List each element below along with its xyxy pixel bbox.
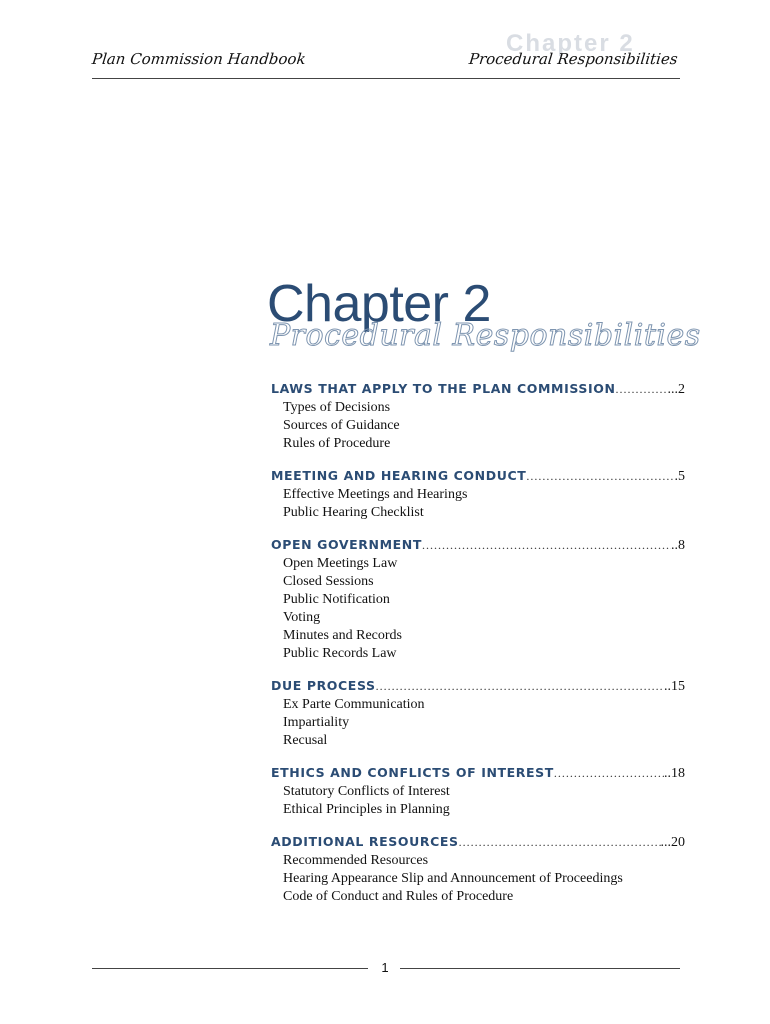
toc-section-title: MEETING AND HEARING CONDUCT — [271, 468, 527, 483]
footer-divider-right — [400, 968, 680, 969]
toc-section — [271, 833, 685, 906]
toc-section-title: ADDITIONAL RESOURCES — [271, 834, 459, 849]
toc-subsection-item: Recommended Resources — [283, 853, 429, 868]
toc-subsection-item: Effective Meetings and Hearings — [283, 487, 468, 502]
dot-leader — [376, 677, 664, 695]
toc-subsection-item: Open Meetings Law — [283, 556, 398, 571]
toc-section — [271, 380, 685, 453]
footer-divider-left — [92, 968, 368, 969]
page-number: 1 — [381, 960, 389, 975]
toc-subsection-item: Sources of Guidance — [283, 418, 400, 433]
toc-page-number: ...20 — [660, 835, 685, 850]
toc-page-number: ..15 — [664, 679, 685, 694]
toc-section-heading — [271, 536, 685, 555]
toc-section-heading — [271, 467, 685, 486]
toc-subsection-item: Recusal — [283, 733, 328, 748]
toc-subsection-item: Ex Parte Communication — [283, 697, 425, 712]
toc-page-number: ...2 — [667, 382, 685, 397]
toc-section-heading — [271, 677, 685, 696]
toc-subsection-item: Types of Decisions — [283, 400, 391, 415]
toc-section — [271, 764, 685, 819]
toc-section-title: OPEN GOVERNMENT — [271, 537, 422, 552]
toc-subsection-item: Statutory Conflicts of Interest — [283, 784, 450, 799]
header-section-title: Procedural Responsibilities — [468, 50, 679, 68]
toc-section-heading — [271, 833, 685, 852]
chapter-subtitle: Procedural Responsibilities — [270, 318, 701, 353]
toc-subsection-item: Hearing Appearance Slip and Announcement of Proceedings — [283, 871, 623, 886]
toc-section — [271, 467, 685, 522]
toc-section-heading — [271, 380, 685, 399]
handbook-title: Plan Commission Handbook — [91, 50, 307, 68]
dot-leader — [459, 833, 661, 851]
header-divider — [92, 78, 680, 79]
toc-subsection-item: Closed Sessions — [283, 574, 374, 589]
toc-page-number: .5 — [674, 469, 685, 484]
toc-subsection-item: Minutes and Records — [283, 628, 402, 643]
table-of-contents — [271, 380, 685, 920]
toc-subsection-item: Impartiality — [283, 715, 350, 730]
toc-section — [271, 677, 685, 750]
header-chapter-watermark: Chapter 2 — [506, 30, 635, 57]
dot-leader — [554, 764, 664, 782]
toc-page-number: ..8 — [671, 538, 685, 553]
dot-leader — [422, 536, 671, 554]
dot-leader — [616, 380, 668, 398]
toc-section-title: ETHICS AND CONFLICTS OF INTEREST — [271, 765, 554, 780]
toc-section — [271, 536, 685, 663]
toc-section-heading — [271, 764, 685, 783]
chapter-heading: Chapter 2 — [267, 275, 491, 333]
toc-subsection-item: Public Notification — [283, 592, 390, 607]
toc-subsection-item: Ethical Principles in Planning — [283, 802, 450, 817]
toc-section-title: LAWS THAT APPLY TO THE PLAN COMMISSION — [271, 381, 616, 396]
toc-subsection-item: Voting — [283, 610, 321, 625]
toc-subsection-item: Code of Conduct and Rules of Procedure — [283, 889, 514, 904]
toc-subsection-item: Rules of Procedure — [283, 436, 391, 451]
toc-subsection-item: Public Hearing Checklist — [283, 505, 424, 520]
toc-page-number: ..18 — [664, 766, 685, 781]
toc-section-title: DUE PROCESS — [271, 678, 376, 693]
toc-subsection-item: Public Records Law — [283, 646, 397, 661]
dot-leader — [526, 467, 674, 485]
